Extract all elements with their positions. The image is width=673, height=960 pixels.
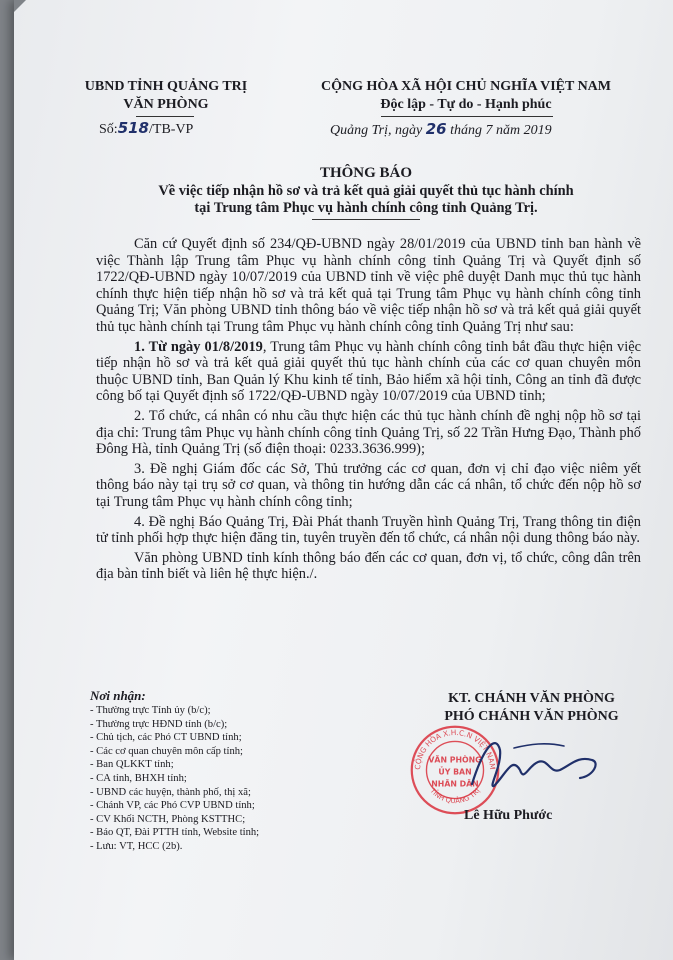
date-prefix: Quảng Trị, ngày bbox=[330, 123, 423, 138]
seal-bottom-text: TỈNH QUẢNG TRỊ bbox=[428, 786, 482, 806]
notice-body bbox=[96, 236, 641, 586]
date-suffix: tháng 7 năm 2019 bbox=[450, 123, 552, 138]
closing-paragraph: Văn phòng UBND tỉnh kính thông báo đến các cơ quan, đơn vị, tổ chức, công dân trên địa bàn tỉnh biết và liên hệ thực hiện./. bbox=[96, 549, 641, 583]
issuing-org bbox=[66, 78, 266, 114]
recipient-item: - Báo QT, Đài PTTH tỉnh, Website tỉnh; bbox=[90, 827, 260, 839]
nation-line1: CỘNG HÒA XÃ HỘI CHỦ NGHĨA VIỆT NAM bbox=[320, 79, 611, 94]
item-1-text: , Trung tâm Phục vụ hành chính công tỉnh bắt đầu thực hiện việc tiếp nhận hồ sơ và trả kết quả giải quyết thủ tục hành chính của các cơ quan chuyên môn thuộc UBND tỉnh, Ban Quản lý Khu kinh tế tỉnh, Bảo hiểm xã hội tỉnh, Công an tỉnh đã được công bố tại Quyết định số 1722/QĐ-UBND ngày 10/07/2019 của UBND tỉnh; bbox=[96, 338, 641, 405]
recipient-item: - Ban QLKKT tỉnh; bbox=[90, 759, 174, 771]
intro-paragraph: Căn cứ Quyết định số 234/QĐ-UBND ngày 28/01/2019 của UBND tỉnh ban hành về việc Thành lập Trung tâm Phục vụ hành chính công tỉnh Quảng Trị và Quyết định số 1722/QĐ-UBND ngày 10/07/2019 của UBND tỉnh về việc phê duyệt Danh mục thủ tục hành chính thực hiện tiếp nhận hồ sơ và trả kết quả tại Trung tâm Phục vụ hành chính công tỉnh Quảng Trị; Văn phòng UBND tỉnh thông báo về việc tiếp nhận hồ sơ và trả kết quả giải quyết thủ tục hành chính tại Trung tâm Phục vụ hành chính công tỉnh Quảng Trị như sau: bbox=[96, 236, 641, 335]
signature-title-line2: PHÓ CHÁNH VĂN PHÒNG bbox=[444, 709, 619, 724]
item-1 bbox=[96, 339, 641, 405]
handwritten-signature bbox=[454, 726, 614, 806]
org-underline bbox=[136, 116, 194, 117]
place-date bbox=[330, 119, 552, 141]
title-underline bbox=[312, 219, 420, 220]
document-title: THÔNG BÁO bbox=[319, 165, 413, 181]
recipient-item: - Các cơ quan chuyên môn cấp tỉnh; bbox=[90, 745, 243, 757]
subtitle-line1: Về việc tiếp nhận hồ sơ và trả kết quả giải quyết thủ tục hành chính bbox=[158, 183, 574, 199]
document-subtitle bbox=[76, 183, 656, 217]
recipient-item: - Chánh VP, các Phó CVP UBND tỉnh; bbox=[90, 800, 255, 812]
seal-inner-line1: VĂN PHÒNG bbox=[428, 755, 482, 765]
torn-corner bbox=[14, 0, 26, 12]
number-suffix: /TB-VP bbox=[149, 122, 194, 137]
document-sheet bbox=[14, 0, 673, 960]
seal-inner-line2: ỦY BAN bbox=[438, 767, 472, 777]
signer-name: Lê Hữu Phước bbox=[464, 808, 553, 823]
item-4: 4. Đề nghị Báo Quảng Trị, Đài Phát thanh Truyền hình Quảng Trị, Trang thông tin điện tử tỉnh phối hợp thực hiện đăng tin, tuyên truyền đến tổ chức, cá nhân nội dung thông báo này. bbox=[96, 513, 641, 547]
number-prefix: Số: bbox=[99, 122, 118, 137]
signature-block bbox=[409, 690, 654, 726]
number-handwritten: 518 bbox=[117, 119, 149, 137]
national-motto bbox=[276, 78, 656, 114]
recipient-item: - UBND các huyện, thành phố, thị xã; bbox=[90, 786, 251, 798]
recipients-title: Nơi nhận: bbox=[90, 688, 146, 703]
date-day-handwritten: 26 bbox=[425, 120, 447, 138]
recipients-list bbox=[90, 688, 330, 854]
org-line1: UBND TỈNH QUẢNG TRỊ bbox=[84, 79, 248, 94]
recipient-item: - Thường trực HĐND tỉnh (b/c); bbox=[90, 718, 228, 730]
recipient-item: - CV Khối NCTH, Phòng KSTTHC; bbox=[90, 813, 246, 825]
recipient-item: - Lưu: VT, HCC (2b). bbox=[90, 840, 183, 852]
document-number bbox=[99, 118, 193, 140]
nation-line2: Độc lập - Tự do - Hạnh phúc bbox=[380, 97, 552, 112]
item-2: 2. Tổ chức, cá nhân có nhu cầu thực hiện các thủ tục hành chính đề nghị nộp hồ sơ tại địa chỉ: Trung tâm Phục vụ hành chính công tỉnh Quảng Trị, số 22 Trần Hưng Đạo, Thành phố Đông Hà, tỉnh Quảng Trị (số điện thoại: 0233.3636.999); bbox=[96, 407, 641, 458]
recipient-item: - Thường trực Tỉnh ủy (b/c); bbox=[90, 705, 211, 716]
recipient-item: - Chủ tịch, các Phó CT UBND tỉnh; bbox=[90, 732, 242, 744]
org-line2: VĂN PHÒNG bbox=[123, 97, 209, 112]
signature-title-line1: KT. CHÁNH VĂN PHÒNG bbox=[448, 691, 615, 706]
seal-ring-text: CỘNG HÒA X.H.C.N VIỆT NAM bbox=[412, 727, 498, 771]
item-3: 3. Đề nghị Giám đốc các Sở, Thủ trưởng các cơ quan, đơn vị chỉ đạo việc niêm yết thông báo này tại trụ sở cơ quan, và thông tin hướng dẫn các cá nhân, tổ chức đến nộp hồ sơ tại Trung tâm Phục vụ hành chính công tỉnh; bbox=[96, 460, 641, 510]
subtitle-line2: tại Trung tâm Phục vụ hành chính công tỉnh Quảng Trị. bbox=[194, 200, 538, 216]
recipient-item: - CA tỉnh, BHXH tỉnh; bbox=[90, 772, 187, 784]
item-1-lead: 1. Từ ngày 01/8/2019 bbox=[134, 338, 263, 355]
motto-underline bbox=[381, 116, 553, 117]
seal-inner-line3: NHÂN DÂN bbox=[431, 779, 479, 789]
